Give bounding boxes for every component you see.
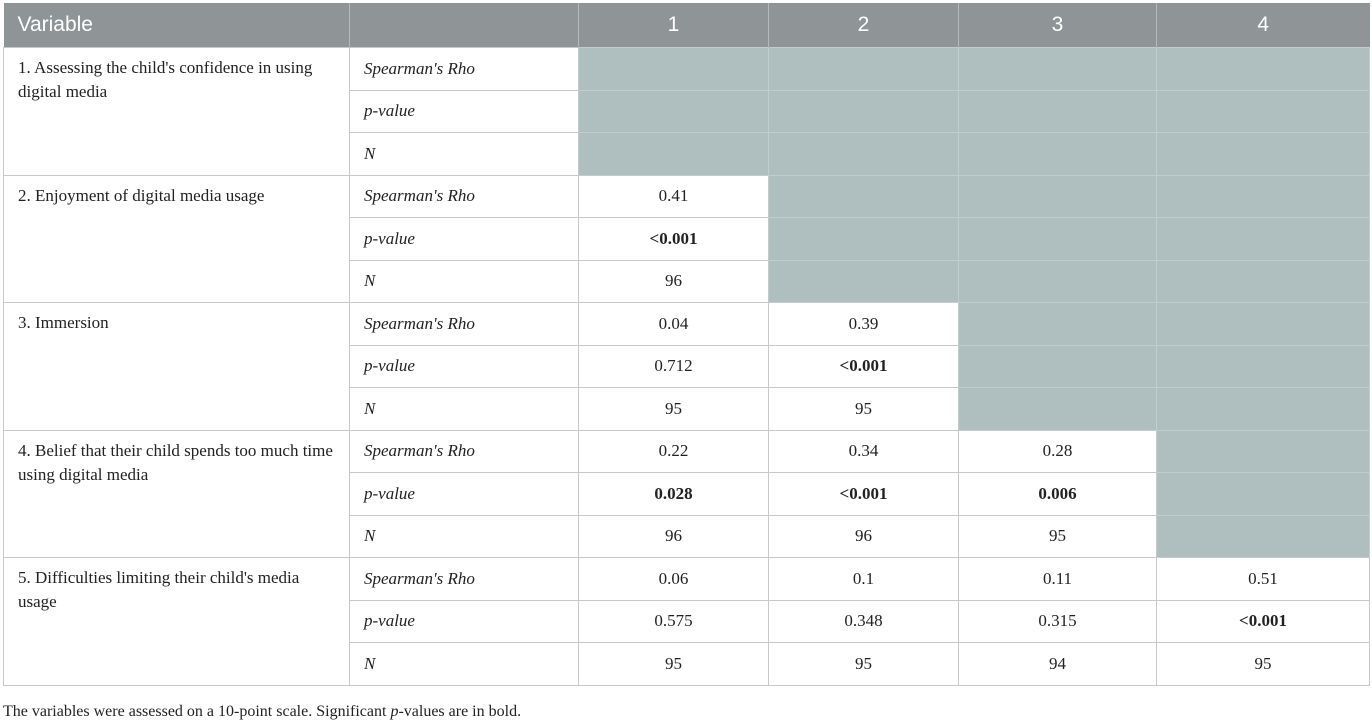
table-row (4, 303, 1370, 346)
n-value: 96 (579, 260, 769, 303)
shaded-cell (1157, 473, 1370, 516)
footnote-italic-p: p (390, 703, 399, 720)
table-row (4, 48, 1370, 91)
stat-label-p: p-value (350, 345, 579, 388)
shaded-cell (959, 218, 1157, 261)
variable-name: 4. Belief that their child spends too much time using digital media (4, 430, 350, 558)
header-row (4, 3, 1370, 48)
stat-label-p: p-value (350, 473, 579, 516)
n-value: 95 (769, 388, 959, 431)
footnote-text-start: The variables were assessed on a 10-point scale. Significant (3, 703, 391, 720)
shaded-cell (1157, 218, 1370, 261)
shaded-cell (1157, 430, 1370, 473)
shaded-cell (1157, 90, 1370, 133)
header-variable: Variable (4, 3, 350, 48)
p-value: <0.001 (1157, 600, 1370, 643)
shaded-cell (959, 48, 1157, 91)
rho-value: 0.06 (579, 558, 769, 601)
shaded-cell (959, 260, 1157, 303)
shaded-cell (769, 48, 959, 91)
stat-label-rho: Spearman's Rho (350, 48, 579, 91)
variable-name: 5. Difficulties limiting their child's media usage (4, 558, 350, 686)
shaded-cell (579, 90, 769, 133)
rho-value: 0.04 (579, 303, 769, 346)
stat-label-p: p-value (350, 218, 579, 261)
table-row (4, 175, 1370, 218)
shaded-cell (959, 303, 1157, 346)
rho-value: 0.11 (959, 558, 1157, 601)
shaded-cell (769, 90, 959, 133)
shaded-cell (769, 175, 959, 218)
stat-label-n: N (350, 260, 579, 303)
rho-value: 0.39 (769, 303, 959, 346)
footnote-text-end: -values are in bold. (398, 703, 522, 720)
stat-label-n: N (350, 388, 579, 431)
stat-label-p: p-value (350, 90, 579, 133)
stat-label-n: N (350, 515, 579, 558)
shaded-cell (959, 345, 1157, 388)
n-value: 94 (959, 643, 1157, 686)
correlation-table (3, 3, 1370, 686)
shaded-cell (1157, 260, 1370, 303)
rho-value: 0.1 (769, 558, 959, 601)
rho-value: 0.34 (769, 430, 959, 473)
variable-name: 2. Enjoyment of digital media usage (4, 175, 350, 303)
n-value: 96 (769, 515, 959, 558)
rho-value: 0.51 (1157, 558, 1370, 601)
shaded-cell (959, 175, 1157, 218)
rho-value: 0.22 (579, 430, 769, 473)
shaded-cell (959, 388, 1157, 431)
stat-label-rho: Spearman's Rho (350, 303, 579, 346)
n-value: 95 (579, 388, 769, 431)
stat-label-rho: Spearman's Rho (350, 430, 579, 473)
shaded-cell (1157, 345, 1370, 388)
n-value: 95 (1157, 643, 1370, 686)
shaded-cell (1157, 133, 1370, 176)
p-value: 0.315 (959, 600, 1157, 643)
shaded-cell (1157, 515, 1370, 558)
p-value: 0.348 (769, 600, 959, 643)
n-value: 95 (959, 515, 1157, 558)
shaded-cell (1157, 48, 1370, 91)
header-col-4: 4 (1157, 3, 1370, 48)
header-stat (350, 3, 579, 48)
p-value: <0.001 (769, 473, 959, 516)
shaded-cell (1157, 175, 1370, 218)
n-value: 96 (579, 515, 769, 558)
p-value: <0.001 (579, 218, 769, 261)
header-col-1: 1 (579, 3, 769, 48)
stat-label-n: N (350, 133, 579, 176)
p-value: 0.006 (959, 473, 1157, 516)
table-row (4, 558, 1370, 601)
p-value: <0.001 (769, 345, 959, 388)
table-footnote (3, 703, 521, 721)
n-value: 95 (579, 643, 769, 686)
variable-name: 1. Assessing the child's confidence in using digital media (4, 48, 350, 176)
shaded-cell (959, 133, 1157, 176)
shaded-cell (579, 133, 769, 176)
header-col-2: 2 (769, 3, 959, 48)
stat-label-n: N (350, 643, 579, 686)
p-value: 0.575 (579, 600, 769, 643)
rho-value: 0.41 (579, 175, 769, 218)
p-value: 0.028 (579, 473, 769, 516)
n-value: 95 (769, 643, 959, 686)
stat-label-p: p-value (350, 600, 579, 643)
shaded-cell (1157, 303, 1370, 346)
shaded-cell (579, 48, 769, 91)
stat-label-rho: Spearman's Rho (350, 175, 579, 218)
shaded-cell (769, 260, 959, 303)
header-col-3: 3 (959, 3, 1157, 48)
rho-value: 0.28 (959, 430, 1157, 473)
stat-label-rho: Spearman's Rho (350, 558, 579, 601)
p-value: 0.712 (579, 345, 769, 388)
shaded-cell (959, 90, 1157, 133)
shaded-cell (1157, 388, 1370, 431)
shaded-cell (769, 133, 959, 176)
table-row (4, 430, 1370, 473)
shaded-cell (769, 218, 959, 261)
variable-name: 3. Immersion (4, 303, 350, 431)
